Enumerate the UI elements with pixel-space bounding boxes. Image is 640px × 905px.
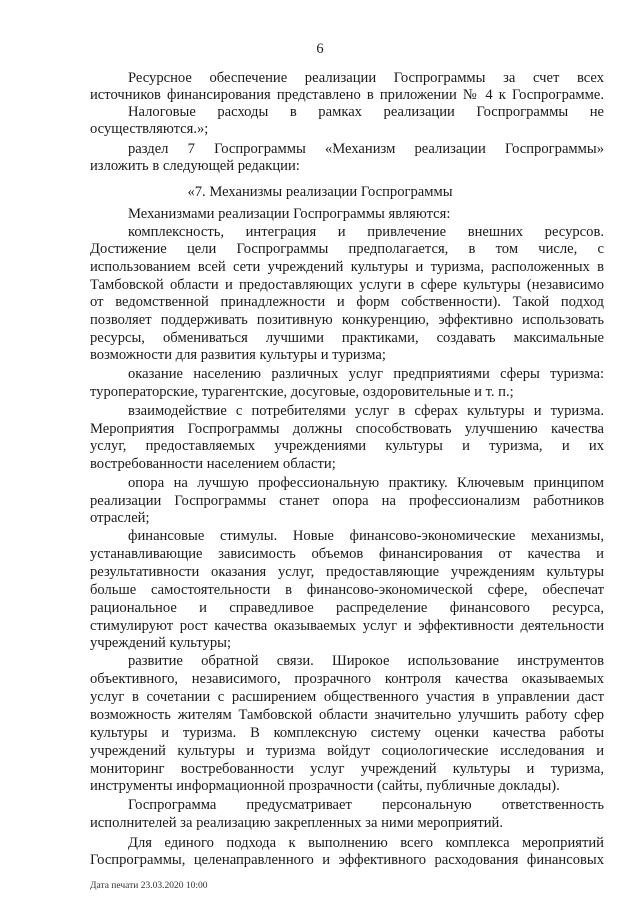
text-line: стимулируют рост качества оказываемых услуг и эффективности деятельности <box>90 618 604 634</box>
text-line: Мероприятия Госпрограммы должны способствовать улучшению качества <box>90 421 604 437</box>
text-line: больше самостоятельности в финансово-экономической сфере, обеспечат <box>90 582 604 598</box>
text-line: «7. Механизмы реализации Госпрограммы <box>187 184 453 200</box>
text-line: устанавливающие зависимость объемов финансирования от качества и <box>90 546 604 562</box>
text-line: осуществляются.»; <box>90 121 209 137</box>
text-line: источников финансирования представлено в приложении № 4 к Госпрограмме. <box>90 87 604 103</box>
text-line: востребованности населением области; <box>90 456 336 472</box>
text-line: опора на лучшую профессиональную практику. Ключевым принципом <box>128 475 604 491</box>
text-line: Достижение цели Госпрограммы предполагается, в том числе, с <box>90 241 604 257</box>
page-number: 6 <box>316 41 324 57</box>
text-line: позволяет поддерживать позитивную конкуренцию, эффективно использовать <box>90 312 604 328</box>
text-line: учреждений культуры; <box>90 635 232 651</box>
text-line: комплексность, интеграция и привлечение внешних ресурсов. <box>128 224 604 240</box>
text-line: раздел 7 Госпрограммы «Механизм реализации Госпрограммы» <box>128 141 604 157</box>
text-line: мониторинг востребованности услуг учреждений культуры и туризма, <box>90 761 604 777</box>
text-line: исполнителей за реализацию закрепленных за ними мероприятий. <box>90 815 503 831</box>
text-line: изложить в следующей редакции: <box>90 158 300 174</box>
text-line: Госпрограмма предусматривает персональную ответственность <box>128 797 604 813</box>
text-line: инструменты информационной прозрачности (сайты, публичные доклады). <box>90 778 560 794</box>
text-line: Для единого подхода к выполнению всего комплекса мероприятий <box>128 835 604 851</box>
text-line: объективного, независимого, прозрачного контроля качества оказываемых <box>90 671 604 687</box>
text-line: туроператорские, турагентские, досуговые, оздоровительные и т. п.; <box>90 384 514 400</box>
text-line: рациональное и справедливое распределение финансового ресурса, <box>90 600 604 616</box>
text-line: ресурсы, обмениваться лучшими практиками, создавать максимальные <box>90 330 604 346</box>
text-line: Ресурсное обеспечение реализации Госпрограммы за счет всех <box>128 70 604 86</box>
text-line: использованием всей сети учреждений культуры и туризма, расположенных в <box>90 259 604 275</box>
text-line: результативности оказания услуг, предоставляющие учреждениям культуры <box>90 564 604 580</box>
text-line: развитие обратной связи. Широкое использование инструментов <box>128 653 604 669</box>
text-line: культуры и туризма. В комплексную систему оценки качества работы <box>90 725 604 741</box>
text-line: от ведомственной принадлежности и форм собственности). Такой подход <box>90 294 604 310</box>
text-line: Механизмами реализации Госпрограммы являются: <box>128 206 451 222</box>
text-line: финансовые стимулы. Новые финансово-экономические механизмы, <box>128 528 604 544</box>
text-line: учреждений культуры и туризма войдут социологические исследования и <box>90 743 604 759</box>
text-line: услуг, предоставляемых учреждениями культуры и туризма, и их <box>90 438 604 454</box>
text-line: взаимодействие с потребителями услуг в сферах культуры и туризма. <box>128 403 604 419</box>
text-line: оказание населению различных услуг предприятиями сферы туризма: <box>128 366 604 382</box>
text-line: возможность жителям Тамбовской области значительно улучшить работу сфер <box>90 707 604 723</box>
print-date-footer: Дата печати 23.03.2020 10:00 <box>90 881 208 891</box>
text-line: возможности для развития культуры и туризма; <box>90 347 386 363</box>
text-line: Налоговые расходы в рамках реализации Госпрограммы не <box>128 104 604 120</box>
text-line: отраслей; <box>90 510 150 526</box>
text-line: услуг в сочетании с расширением общественного участия в управлении даст <box>90 689 604 705</box>
text-line: реализации Госпрограммы станет опора на профессионализм работников <box>90 493 604 509</box>
text-line: Тамбовской области и предоставляющих услуги в сфере культуры (независимо <box>90 277 604 293</box>
text-line: Госпрограммы, целенаправленного и эффективного расходования финансовых <box>90 852 604 868</box>
